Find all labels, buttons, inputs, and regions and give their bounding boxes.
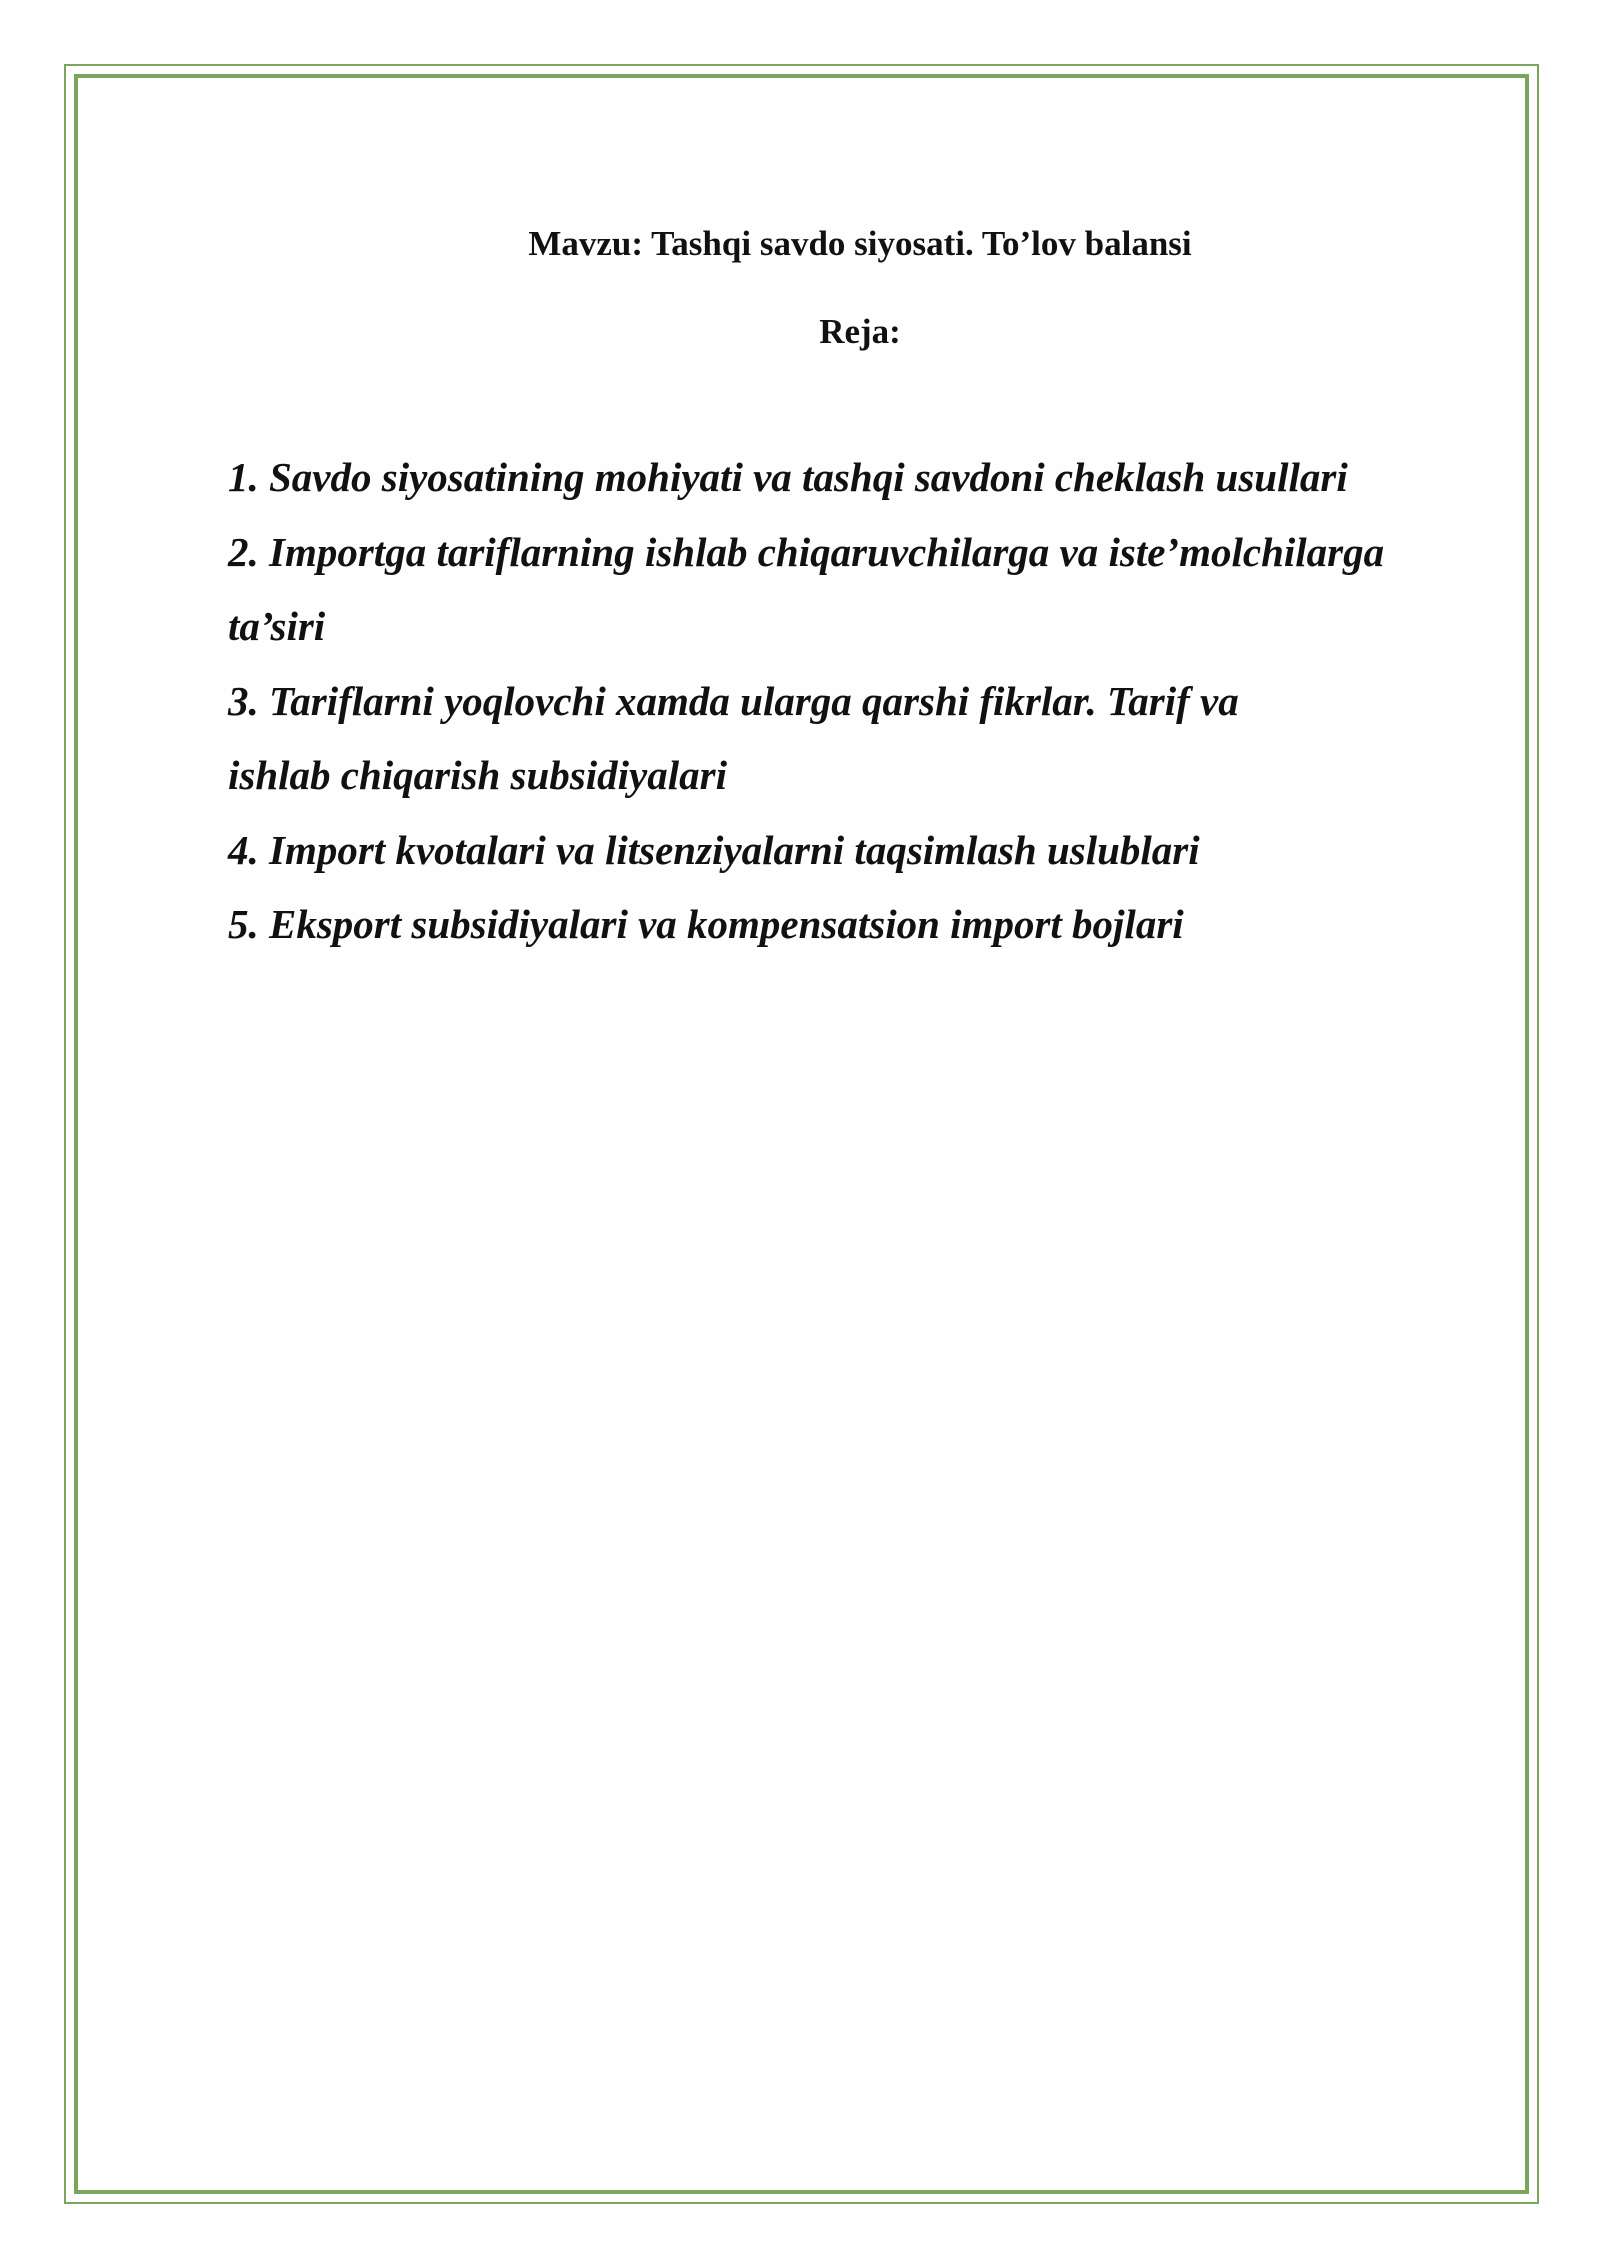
plan-line: 3. Tariflarni yoqlovchi xamda ularga qarshi fikrlar. Tarif va xyxy=(228,677,1239,724)
plan-list xyxy=(228,440,1488,962)
plan-line: ta’siri xyxy=(228,603,326,649)
plan-heading: Reja: xyxy=(819,312,901,351)
plan-line: 1. Savdo siyosatining mohiyati va tashqi savdoni cheklash usullari xyxy=(228,454,1348,500)
plan-line: 4. Import kvotalari va litsenziyalarni taqsimlash uslublari xyxy=(228,826,1200,873)
document-title: Mavzu: Tashqi savdo siyosati. To’lov balansi xyxy=(528,224,1192,263)
plan-line: 5. Eksport subsidiyalari va kompensatsion import bojlari xyxy=(228,901,1184,947)
page-border-inner xyxy=(74,74,1529,2194)
plan-line: ishlab chiqarish subsidiyalari xyxy=(228,752,727,798)
plan-line: 2. Importga tariflarning ishlab chiqaruvchilarga va iste’molchilarga xyxy=(228,528,1385,575)
